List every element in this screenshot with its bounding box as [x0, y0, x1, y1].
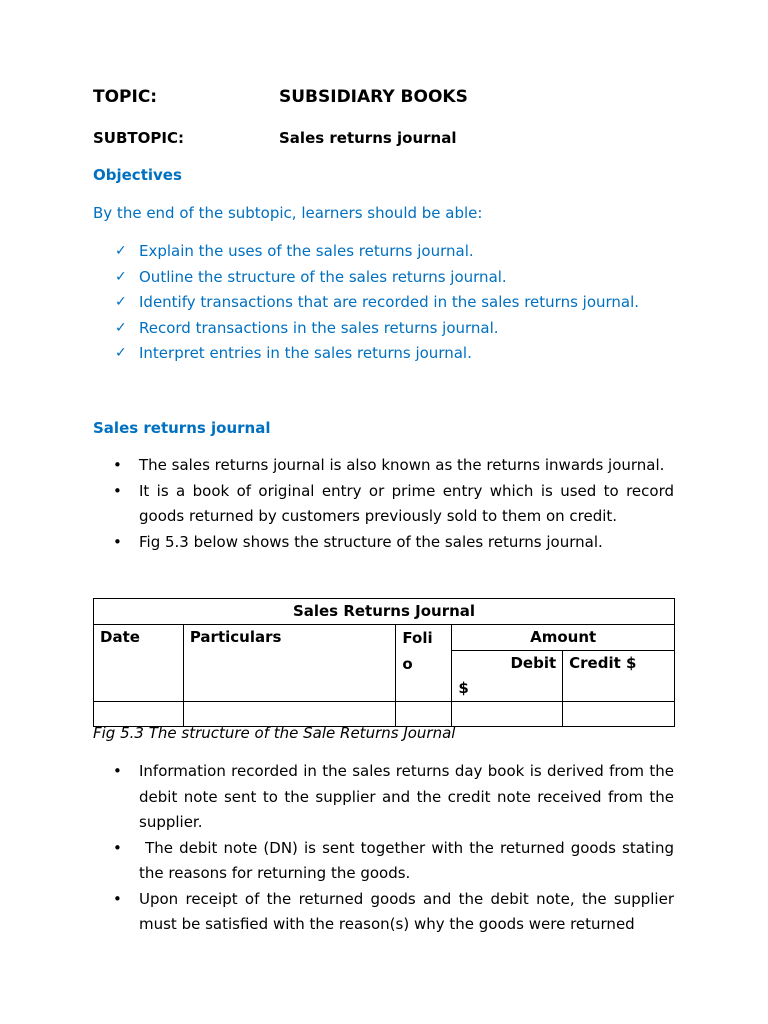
bullet-list-bottom: [113, 759, 679, 938]
objective-item: ✓ Record transactions in the sales returns journal.: [115, 316, 639, 342]
bullet-item: • The sales returns journal is also known as the returns inwards journal.: [113, 453, 674, 479]
table-cell: [452, 702, 563, 727]
check-icon: ✓: [115, 294, 127, 311]
table-title: Sales Returns Journal: [94, 599, 675, 625]
subtopic-value: Sales returns journal: [279, 129, 457, 147]
column-header-credit: Credit $: [563, 651, 675, 702]
check-icon: ✓: [115, 345, 127, 362]
subtopic-label: SUBTOPIC:: [93, 129, 184, 147]
bullet-icon: •: [113, 532, 122, 551]
bullet-icon: •: [113, 889, 122, 908]
bullet-icon: •: [113, 762, 122, 780]
bullet-icon: •: [113, 481, 122, 500]
table-cell: [396, 702, 452, 727]
section-heading: Sales returns journal: [93, 419, 271, 437]
column-header-debit: Debit $: [452, 651, 563, 702]
sales-returns-journal-table: [93, 598, 675, 727]
objectives-heading: Objectives: [93, 166, 182, 184]
topic-value: SUBSIDIARY BOOKS: [279, 87, 468, 107]
bullet-item: • The debit note (DN) is sent together with the returned goods stating the reasons for returning the goods.: [113, 836, 674, 887]
check-icon: ✓: [115, 268, 127, 285]
table-title-row: [94, 599, 675, 625]
check-icon: ✓: [115, 243, 127, 259]
objective-item: ✓ Explain the uses of the sales returns journal.: [115, 239, 639, 265]
objectives-list: [115, 239, 639, 367]
bullet-item: • Fig 5.3 below shows the structure of the sales returns journal.: [113, 530, 674, 556]
bullet-item: • Information recorded in the sales returns day book is derived from the debit note sent to the supplier and the credit note received from the supplier.: [113, 759, 674, 836]
bullet-item: • Upon receipt of the returned goods and the debit note, the supplier must be satisfied with the reason(s) why the goods were returned: [113, 887, 674, 938]
column-header-folio: Foli o: [396, 625, 452, 702]
column-header-particulars: Particulars: [183, 625, 396, 702]
objective-item: ✓ Identify transactions that are recorded in the sales returns journal.: [115, 290, 639, 316]
bullet-icon: •: [113, 456, 122, 474]
objectives-intro: By the end of the subtopic, learners should be able:: [93, 204, 483, 222]
column-header-date: Date: [94, 625, 184, 702]
table-header-row: [94, 625, 675, 651]
topic-label: TOPIC:: [93, 87, 158, 107]
table-cell: [183, 702, 396, 727]
table-cell: [94, 702, 184, 727]
table-row: [94, 702, 675, 727]
bullet-icon: •: [113, 838, 122, 857]
bullet-item: • It is a book of original entry or prime entry which is used to record goods returned by customers previously sold to them on credit.: [113, 479, 674, 530]
figure-caption: Fig 5.3 The structure of the Sale Returns Journal: [93, 724, 456, 742]
objective-item: ✓ Interpret entries in the sales returns journal.: [115, 341, 639, 367]
check-icon: ✓: [115, 319, 127, 336]
table-cell: [563, 702, 675, 727]
objective-item: ✓ Outline the structure of the sales returns journal.: [115, 265, 639, 291]
column-header-amount: Amount: [452, 625, 675, 651]
bullet-list-top: [113, 453, 674, 555]
